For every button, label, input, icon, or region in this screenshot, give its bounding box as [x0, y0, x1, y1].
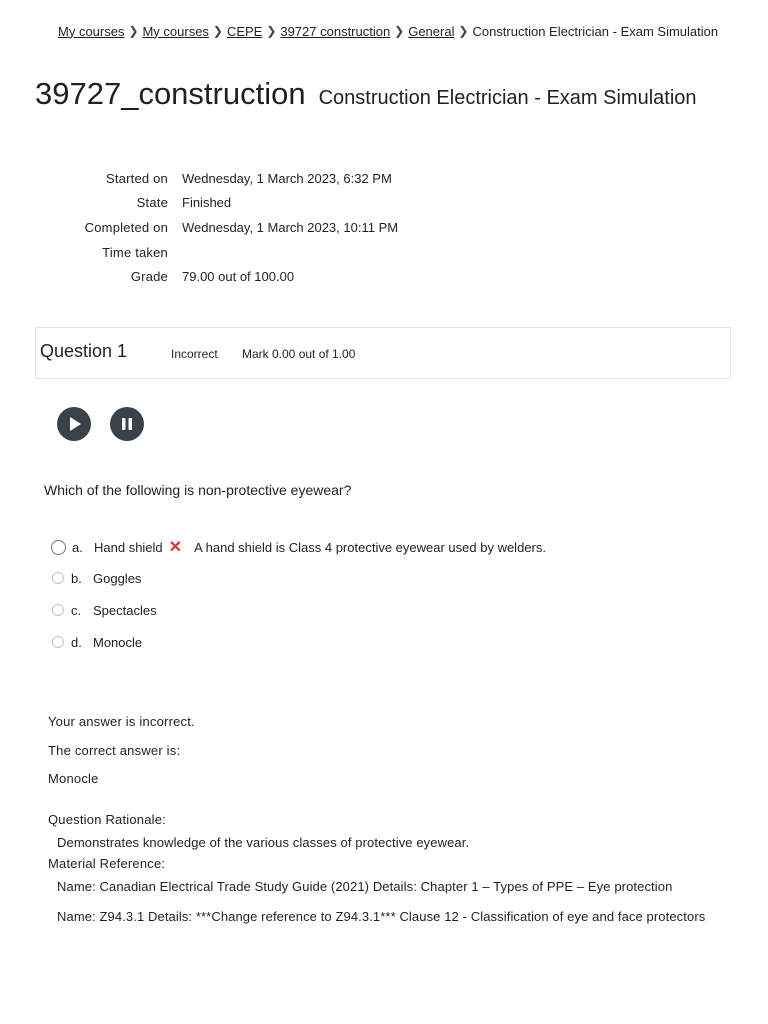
rationale-text: Demonstrates knowledge of the various classes of protective eyewear.: [57, 835, 470, 850]
radio-button[interactable]: [52, 604, 64, 616]
summary-value: Wednesday, 1 March 2023, 6:32 PM: [182, 170, 392, 186]
play-button[interactable]: [57, 407, 91, 441]
question-mark: Mark 0.00 out of 1.00: [242, 347, 356, 361]
breadcrumb: [58, 21, 718, 41]
option-text: Monocle: [93, 634, 143, 650]
correct-answer-label: The correct answer is:: [48, 743, 181, 758]
answer-option-b[interactable]: [51, 568, 141, 588]
option-text: Goggles: [93, 570, 142, 586]
reference-item: Name: Z94.3.1 Details: ***Change reference to Z94.3.1*** Clause 12 - Classification of eye and face protectors: [57, 909, 706, 924]
answer-option-d[interactable]: [51, 632, 142, 652]
summary-row-started: [60, 166, 398, 191]
quiz-title: Construction Electrician - Exam Simulation: [318, 87, 697, 109]
play-icon: [57, 407, 91, 441]
radio-button[interactable]: [52, 636, 64, 648]
summary-label: Grade: [130, 269, 168, 285]
question-text: Which of the following is non-protective eyewear?: [44, 482, 352, 498]
course-title: 39727_construction: [35, 76, 306, 111]
option-feedback: A hand shield is Class 4 protective eyewear used by welders.: [194, 539, 546, 555]
page-title: [35, 76, 697, 112]
radio-button[interactable]: [52, 572, 64, 584]
option-letter: c.: [71, 602, 82, 618]
chevron-right-icon: ❯: [266, 24, 277, 38]
summary-label: Started on: [106, 170, 168, 186]
breadcrumb-general[interactable]: General: [408, 23, 455, 39]
chevron-right-icon: ❯: [394, 24, 405, 38]
radio-button[interactable]: [51, 540, 66, 555]
answer-option-c[interactable]: [51, 600, 157, 620]
reference-item: Name: Canadian Electrical Trade Study Guide (2021) Details: Chapter 1 – Types of PPE – Eye protection: [57, 879, 673, 894]
summary-value: Finished: [182, 195, 232, 211]
question-number: Question 1: [40, 341, 128, 361]
chevron-right-icon: ❯: [212, 24, 223, 38]
option-text: Spectacles: [93, 602, 157, 618]
summary-row-time: [60, 240, 398, 265]
breadcrumb-course[interactable]: 39727 construction: [280, 23, 391, 39]
option-letter: d.: [71, 634, 82, 650]
attempt-summary: [60, 166, 398, 289]
answer-option-a[interactable]: [51, 537, 546, 557]
summary-label: Time taken: [102, 244, 168, 260]
cross-icon: ✕: [168, 539, 183, 556]
breadcrumb-cepe[interactable]: CEPE: [226, 23, 263, 39]
option-letter: a.: [72, 539, 83, 555]
pause-button[interactable]: [110, 407, 144, 441]
question-info: [35, 327, 731, 379]
option-text: Hand shield: [94, 539, 163, 555]
rationale-label: Question Rationale:: [48, 812, 166, 827]
summary-label: State: [136, 195, 168, 211]
breadcrumb-my-courses-2[interactable]: My courses: [142, 23, 209, 39]
summary-row-completed: [60, 215, 398, 240]
correct-answer-value: Monocle: [48, 771, 99, 786]
breadcrumb-current: Construction Electrician - Exam Simulation: [472, 23, 719, 39]
breadcrumb-my-courses[interactable]: My courses: [58, 23, 125, 39]
summary-value: 79.00 out of 100.00: [182, 269, 295, 285]
summary-label: Completed on: [84, 219, 168, 235]
summary-value: Wednesday, 1 March 2023, 10:11 PM: [182, 219, 399, 235]
summary-row-state: [60, 191, 398, 216]
answer-result: Your answer is incorrect.: [48, 714, 195, 729]
reference-label: Material Reference:: [48, 856, 166, 871]
chevron-right-icon: ❯: [458, 24, 469, 38]
summary-row-grade: [60, 264, 398, 289]
chevron-right-icon: ❯: [128, 24, 139, 38]
question-state: Incorrect: [171, 347, 218, 361]
pause-icon: [110, 407, 144, 441]
option-letter: b.: [71, 570, 82, 586]
